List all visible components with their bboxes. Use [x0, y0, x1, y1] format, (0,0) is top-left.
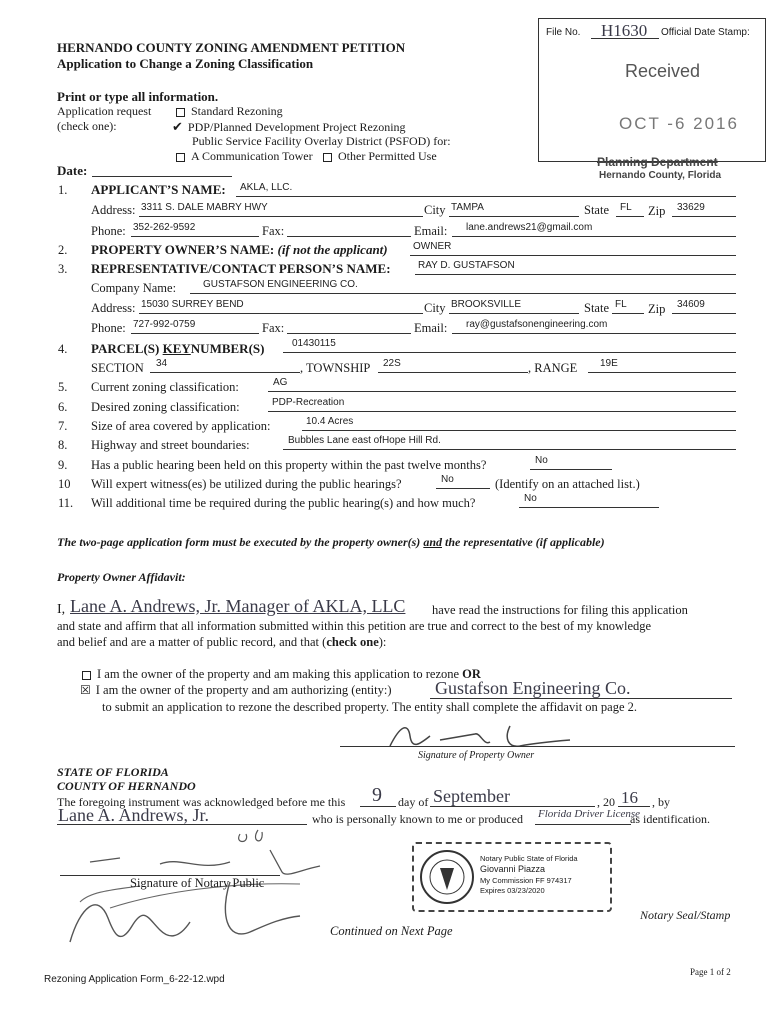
desired-zoning[interactable]: PDP-Recreation — [272, 397, 345, 408]
print-note: Print or type all information. — [57, 89, 219, 104]
township-label: , TOWNSHIP — [300, 361, 371, 375]
applicant-address[interactable]: 3311 S. DALE MABRY HWY — [141, 202, 268, 213]
owner-name[interactable]: OWNER — [413, 241, 452, 252]
affidavit-heading: Property Owner Affidavit: — [57, 570, 186, 584]
option-psfod: Public Service Facility Overlay District (PSFOD) for: — [192, 134, 451, 148]
checkbox-empty[interactable] — [82, 671, 91, 680]
range-label: , RANGE — [528, 361, 578, 375]
ack-person[interactable]: Lane A. Andrews, Jr. — [58, 805, 209, 825]
checkbox-empty[interactable] — [323, 153, 332, 162]
personally-known-text: who is personally known to me or produced — [312, 812, 523, 826]
applicant-zip[interactable]: 33629 — [677, 202, 705, 213]
rep-city-label: City — [424, 301, 446, 315]
item-number: 8. — [58, 438, 68, 452]
affidavit-text-3: and belief and are a matter of public record, and that (check one): — [57, 635, 387, 649]
acknowledgment-text: The foregoing instrument was acknowledged before me this — [57, 795, 346, 809]
checkmark-icon: ✔ — [172, 119, 183, 134]
planning-department: Planning Department — [597, 155, 718, 169]
size-value[interactable]: 10.4 Acres — [306, 416, 354, 427]
execution-note: The two-page application form must be executed by the property owner(s) and the representative (if applicable) — [57, 535, 605, 549]
company-label: Company Name: — [91, 281, 177, 295]
option-communication-tower[interactable]: A Communication Tower — [176, 149, 313, 164]
as-identification-text: as identification. — [630, 812, 710, 826]
seal-line-4: Expires 03/23/2020 — [480, 886, 545, 895]
question-9: Has a public hearing been held on this property within the past twelve months? — [91, 458, 487, 472]
option-standard-rezoning[interactable]: Standard Rezoning — [176, 104, 283, 119]
answer-9[interactable]: No — [535, 455, 548, 466]
answer-11[interactable]: No — [524, 493, 537, 504]
id-type[interactable]: Florida Driver License — [538, 808, 641, 820]
request-label: Application request — [57, 104, 152, 118]
current-zoning[interactable]: AG — [273, 377, 288, 388]
owner-signature-label: Signature of Property Owner — [418, 750, 535, 761]
notary-seal — [412, 842, 612, 912]
applicant-state[interactable]: FL — [620, 202, 632, 213]
date-field[interactable] — [92, 176, 232, 177]
item-number: 1. — [58, 183, 68, 197]
applicant-label: APPLICANT’S NAME: — [91, 182, 226, 197]
official-stamp-label: Official Date Stamp: — [661, 27, 750, 38]
phone-label: Phone: — [91, 224, 126, 238]
item-number: 3. — [58, 262, 68, 276]
current-zoning-label: Current zoning classification: — [91, 380, 239, 394]
answer-10[interactable]: No — [441, 474, 454, 485]
seal-line-1: Notary Public State of Florida — [480, 854, 578, 863]
city-label: City — [424, 203, 446, 217]
applicant-name[interactable]: AKLA, LLC. — [240, 182, 293, 193]
fax-label: Fax: — [262, 224, 285, 238]
year-prefix: , 20 — [597, 795, 615, 809]
notary-seal-label: Notary Seal/Stamp — [640, 908, 731, 922]
item-number: 10 — [58, 477, 71, 491]
question-10-note: (Identify on an attached list.) — [495, 477, 640, 491]
section-label: SECTION — [91, 361, 144, 375]
section-value[interactable]: 34 — [156, 358, 168, 369]
by-label: , by — [652, 795, 670, 809]
option-owner-applicant[interactable]: I am the owner of the property and am making this application to rezone OR — [82, 667, 481, 682]
rep-email-label: Email: — [414, 321, 448, 335]
affidavit-continuation: to submit an application to rezone the described property. The entity shall complete the affidavit on page 2. — [102, 700, 638, 714]
rep-email[interactable]: ray@gustafsonengineering.com — [466, 319, 608, 330]
item-number: 11. — [58, 496, 74, 510]
highway-value[interactable]: Bubbles Lane east ofHope Hill Rd. — [288, 435, 441, 446]
address-label: Address: — [91, 203, 136, 217]
rep-zip-label: Zip — [648, 302, 666, 316]
file-no-value: H1630 — [601, 21, 648, 40]
rep-phone[interactable]: 727-992-0759 — [133, 319, 196, 330]
applicant-phone[interactable]: 352-262-9592 — [133, 222, 196, 233]
check-one-label: (check one): — [57, 119, 117, 133]
affidavit-i: I, — [57, 602, 66, 617]
rep-state-label: State — [584, 301, 609, 315]
affidavit-text-1: have read the instructions for filing this application — [432, 603, 688, 617]
rep-phone-label: Phone: — [91, 321, 126, 335]
township-value[interactable]: 22S — [383, 358, 401, 369]
range-value[interactable]: 19E — [600, 358, 618, 369]
applicant-city[interactable]: TAMPA — [451, 202, 484, 213]
item-number: 6. — [58, 400, 68, 414]
option-pdp-rezoning[interactable]: ✔ PDP/Planned Development Project Rezoning — [172, 119, 406, 134]
company-name[interactable]: GUSTAFSON ENGINEERING CO. — [203, 279, 358, 290]
zip-label: Zip — [648, 204, 666, 218]
continued-note: Continued on Next Page — [330, 924, 453, 938]
item-number: 9. — [58, 458, 68, 472]
received-stamp: Received — [625, 61, 701, 81]
rep-fax-label: Fax: — [262, 321, 285, 335]
rep-address-label: Address: — [91, 301, 136, 315]
received-date: OCT -6 2016 — [619, 114, 739, 133]
question-10: Will expert witness(es) be utilized during the public hearings? — [91, 477, 402, 491]
form-subtitle: Application to Change a Zoning Classification — [57, 56, 314, 71]
affidavit-text-2: and state and affirm that all information submitted within this petition are true and correct to the best of my knowledge — [57, 619, 652, 633]
item-number: 7. — [58, 419, 68, 433]
option-owner-authorizing[interactable]: ☒ I am the owner of the property and am authorizing (entity:) — [80, 683, 392, 697]
highway-label: Highway and street boundaries: — [91, 438, 250, 452]
page-number: Page 1 of 2 — [690, 967, 731, 977]
parcel-label: PARCEL(S) KEYNUMBER(S) — [91, 341, 265, 356]
item-number: 2. — [58, 243, 68, 257]
date-stamp-box — [538, 18, 766, 169]
form-filename: Rezoning Application Form_6-22-12.wpd — [44, 974, 225, 985]
question-11: Will additional time be required during the public hearing(s) and how much? — [91, 496, 476, 510]
checkbox-empty[interactable] — [176, 153, 185, 162]
date-label: Date: — [57, 163, 88, 178]
item-number: 5. — [58, 380, 68, 394]
owner-label: PROPERTY OWNER’S NAME: (if not the applicant) — [91, 242, 388, 257]
affiant-name[interactable]: Lane A. Andrews, Jr. Manager of AKLA, LLC — [70, 596, 406, 616]
ack-month[interactable]: September — [433, 786, 510, 806]
authorized-entity[interactable]: Gustafson Engineering Co. — [435, 678, 631, 698]
rep-state[interactable]: FL — [615, 299, 627, 310]
notary-state: STATE OF FLORIDA — [57, 765, 169, 779]
email-label: Email: — [414, 224, 448, 238]
item-number: 4. — [58, 342, 68, 356]
parcel-number[interactable]: 01430115 — [292, 338, 336, 349]
county-stamp: Hernando County, Florida — [599, 170, 722, 181]
rep-address[interactable]: 15030 SURREY BEND — [141, 299, 244, 310]
ack-day[interactable]: 9 — [372, 784, 382, 806]
notary-signature-label: Signature of Notary Public — [130, 876, 265, 890]
checkbox-empty[interactable] — [176, 108, 185, 117]
size-label: Size of area covered by application: — [91, 419, 271, 433]
checked-box-icon: ☒ — [80, 683, 91, 697]
file-no-label: File No. — [546, 27, 581, 38]
state-label: State — [584, 203, 609, 217]
notary-county: COUNTY OF HERNANDO — [57, 779, 196, 793]
notary-seal-emblem-icon — [418, 848, 476, 906]
seal-line-2: Giovanni Piazza — [480, 864, 546, 874]
representative-label: REPRESENTATIVE/CONTACT PERSON’S NAME: — [91, 261, 391, 276]
seal-line-3: My Commission FF 974317 — [480, 876, 572, 885]
option-other-use[interactable]: Other Permitted Use — [320, 149, 437, 164]
applicant-email[interactable]: lane.andrews21@gmail.com — [466, 222, 593, 233]
day-of-label: day of — [398, 795, 429, 809]
rep-zip[interactable]: 34609 — [677, 299, 705, 310]
representative-name[interactable]: RAY D. GUSTAFSON — [418, 260, 515, 271]
form-title: HERNANDO COUNTY ZONING AMENDMENT PETITION — [57, 40, 406, 55]
rep-city[interactable]: BROOKSVILLE — [451, 299, 522, 310]
desired-zoning-label: Desired zoning classification: — [91, 400, 240, 414]
ack-year[interactable]: 16 — [621, 788, 638, 807]
